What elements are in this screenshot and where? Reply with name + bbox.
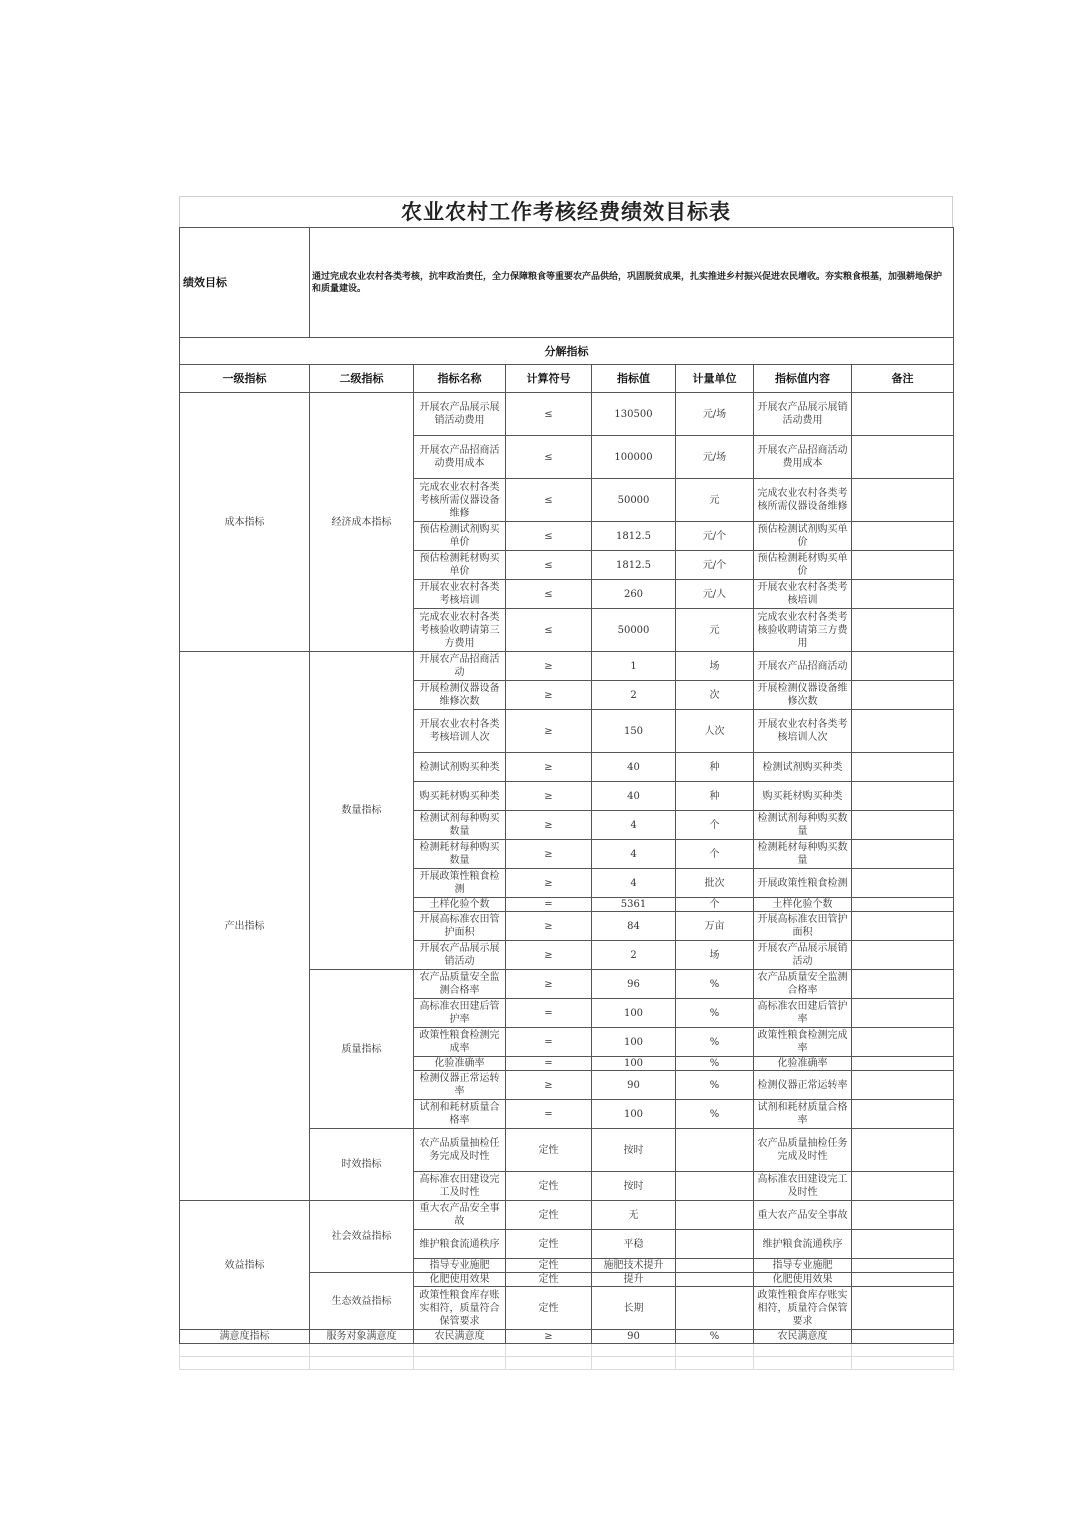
unit-cell: % — [676, 970, 754, 999]
indicator-content: 化验准确率 — [754, 1057, 852, 1071]
indicator-content: 预估检测试剂购买单价 — [754, 522, 852, 551]
indicator-name: 化肥使用效果 — [414, 1273, 506, 1287]
operator-cell: 定性 — [506, 1287, 592, 1330]
remark-cell — [852, 1172, 954, 1201]
indicator-name: 完成农业农村各类考核所需仪器设备维修 — [414, 479, 506, 522]
operator-cell: = — [506, 1057, 592, 1071]
unit-cell — [676, 1259, 754, 1273]
indicator-value: 40 — [592, 753, 676, 782]
unit-cell — [676, 1287, 754, 1330]
remark-cell — [852, 999, 954, 1028]
remark-cell — [852, 1028, 954, 1057]
indicator-value: 5361 — [592, 898, 676, 912]
unit-cell: % — [676, 1071, 754, 1100]
remark-cell — [852, 479, 954, 522]
indicator-value: 4 — [592, 869, 676, 898]
remark-cell — [852, 1287, 954, 1330]
indicator-content: 指导专业施肥 — [754, 1259, 852, 1273]
level2-indicator: 质量指标 — [310, 970, 414, 1129]
unit-cell — [676, 1172, 754, 1201]
header-level2: 二级指标 — [310, 365, 414, 393]
operator-cell: ≤ — [506, 551, 592, 580]
remark-cell — [852, 1230, 954, 1259]
indicator-value: 150 — [592, 710, 676, 753]
indicator-value: 2 — [592, 941, 676, 970]
indicator-content: 试剂和耗材质量合格率 — [754, 1100, 852, 1129]
blank-row — [180, 1344, 954, 1357]
indicator-value: 平稳 — [592, 1230, 676, 1259]
header-operator: 计算符号 — [506, 365, 592, 393]
indicator-name: 农产品质量安全监测合格率 — [414, 970, 506, 999]
remark-cell — [852, 609, 954, 652]
indicator-value: 1812.5 — [592, 522, 676, 551]
indicator-name: 化验准确率 — [414, 1057, 506, 1071]
unit-cell: 万亩 — [676, 912, 754, 941]
goal-label: 绩效目标 — [180, 228, 310, 338]
blank-cell — [310, 1344, 414, 1357]
indicator-name: 检测试剂购买种类 — [414, 753, 506, 782]
blank-cell — [506, 1344, 592, 1357]
unit-cell: % — [676, 1330, 754, 1344]
blank-cell — [852, 1357, 954, 1370]
blank-cell — [180, 1344, 310, 1357]
indicator-content: 检测试剂购买种类 — [754, 753, 852, 782]
indicator-value: 50000 — [592, 609, 676, 652]
indicator-content: 检测仪器正常运转率 — [754, 1071, 852, 1100]
operator-cell: 定性 — [506, 1259, 592, 1273]
operator-cell: ≤ — [506, 479, 592, 522]
operator-cell: ≤ — [506, 609, 592, 652]
indicator-name: 高标准农田建后管护率 — [414, 999, 506, 1028]
unit-cell: 次 — [676, 681, 754, 710]
remark-cell — [852, 522, 954, 551]
indicator-content: 政策性粮食库存账实相符，质量符合保管要求 — [754, 1287, 852, 1330]
indicator-value: 4 — [592, 840, 676, 869]
header-level1: 一级指标 — [180, 365, 310, 393]
remark-cell — [852, 1071, 954, 1100]
remark-cell — [852, 580, 954, 609]
remark-cell — [852, 912, 954, 941]
indicator-content: 化肥使用效果 — [754, 1273, 852, 1287]
indicator-content: 开展农业农村各类考核培训 — [754, 580, 852, 609]
indicator-content: 开展农业农村各类考核培训人次 — [754, 710, 852, 753]
indicator-name: 政策性粮食库存账实相符，质量符合保管要求 — [414, 1287, 506, 1330]
header-remark: 备注 — [852, 365, 954, 393]
indicator-name: 开展高标准农田管护面积 — [414, 912, 506, 941]
section-row — [180, 338, 954, 365]
indicator-table — [179, 227, 954, 1370]
unit-cell — [676, 1201, 754, 1230]
unit-cell: 元/个 — [676, 551, 754, 580]
remark-cell — [852, 1129, 954, 1172]
level2-indicator: 服务对象满意度 — [310, 1330, 414, 1344]
operator-cell: ≥ — [506, 811, 592, 840]
unit-cell: 元/场 — [676, 393, 754, 436]
unit-cell: 种 — [676, 782, 754, 811]
indicator-content: 政策性粮食检测完成率 — [754, 1028, 852, 1057]
indicator-name: 预估检测试剂购买单价 — [414, 522, 506, 551]
indicator-content: 开展政策性粮食检测 — [754, 869, 852, 898]
indicator-content: 重大农产品安全事故 — [754, 1201, 852, 1230]
indicator-name: 试剂和耗材质量合格率 — [414, 1100, 506, 1129]
operator-cell: ≤ — [506, 436, 592, 479]
indicator-content: 完成农业农村各类考核所需仪器设备维修 — [754, 479, 852, 522]
operator-cell: ≥ — [506, 941, 592, 970]
indicator-name: 高标准农田建设完工及时性 — [414, 1172, 506, 1201]
unit-cell: 元/场 — [676, 436, 754, 479]
operator-cell: 定性 — [506, 1129, 592, 1172]
indicator-name: 土样化验个数 — [414, 898, 506, 912]
level1-indicator: 满意度指标 — [180, 1330, 310, 1344]
indicator-value: 100 — [592, 999, 676, 1028]
operator-cell: = — [506, 1028, 592, 1057]
operator-cell: 定性 — [506, 1172, 592, 1201]
indicator-content: 维护粮食流通秩序 — [754, 1230, 852, 1259]
unit-cell: % — [676, 1057, 754, 1071]
remark-cell — [852, 710, 954, 753]
unit-cell: 元/个 — [676, 522, 754, 551]
level2-indicator: 数量指标 — [310, 652, 414, 970]
indicator-value: 4 — [592, 811, 676, 840]
remark-cell — [852, 436, 954, 479]
operator-cell: 定性 — [506, 1230, 592, 1259]
indicator-name: 指导专业施肥 — [414, 1259, 506, 1273]
operator-cell: ≥ — [506, 840, 592, 869]
remark-cell — [852, 1273, 954, 1287]
indicator-value: 130500 — [592, 393, 676, 436]
indicator-name: 预估检测耗材购买单价 — [414, 551, 506, 580]
blank-cell — [852, 1344, 954, 1357]
remark-cell — [852, 393, 954, 436]
indicator-content: 农产品质量安全监测合格率 — [754, 970, 852, 999]
indicator-content: 开展农产品展示展销活动费用 — [754, 393, 852, 436]
indicator-value: 50000 — [592, 479, 676, 522]
indicator-value: 按时 — [592, 1172, 676, 1201]
indicator-content: 农民满意度 — [754, 1330, 852, 1344]
indicator-name: 农产品质量抽检任务完成及时性 — [414, 1129, 506, 1172]
indicator-value: 100000 — [592, 436, 676, 479]
indicator-content: 检测试剂每种购买数量 — [754, 811, 852, 840]
remark-cell — [852, 652, 954, 681]
sheet-title: 农业农村工作考核经费绩效目标表 — [179, 196, 953, 227]
unit-cell: 元 — [676, 609, 754, 652]
operator-cell: ≤ — [506, 393, 592, 436]
remark-cell — [852, 1057, 954, 1071]
indicator-name: 检测耗材每种购买数量 — [414, 840, 506, 869]
indicator-value: 提升 — [592, 1273, 676, 1287]
indicator-name: 维护粮食流通秩序 — [414, 1230, 506, 1259]
operator-cell: ≥ — [506, 753, 592, 782]
operator-cell: ≥ — [506, 970, 592, 999]
goal-text: 通过完成农业农村各类考核，抗牢政治责任，全力保障粮食等重要农产品供给，巩固脱贫成果，扎实推进乡村振兴促进农民增收。夯实粮食根基，加强耕地保护和质量建设。 — [310, 228, 954, 338]
remark-cell — [852, 1330, 954, 1344]
operator-cell: ≥ — [506, 681, 592, 710]
table-row — [180, 1201, 954, 1230]
indicator-content: 检测耗材每种购买数量 — [754, 840, 852, 869]
remark-cell — [852, 753, 954, 782]
blank-cell — [310, 1357, 414, 1370]
indicator-name: 检测试剂每种购买数量 — [414, 811, 506, 840]
blank-cell — [676, 1357, 754, 1370]
goal-row — [180, 228, 954, 338]
indicator-name: 开展农产品展示展销活动费用 — [414, 393, 506, 436]
table-row — [180, 393, 954, 436]
unit-cell — [676, 1129, 754, 1172]
indicator-name: 重大农产品安全事故 — [414, 1201, 506, 1230]
header-indicator-name: 指标名称 — [414, 365, 506, 393]
indicator-name: 开展农产品展示展销活动 — [414, 941, 506, 970]
indicator-value: 260 — [592, 580, 676, 609]
indicator-value: 无 — [592, 1201, 676, 1230]
indicator-value: 96 — [592, 970, 676, 999]
indicator-content: 开展农产品招商活动费用成本 — [754, 436, 852, 479]
operator-cell: ≥ — [506, 1330, 592, 1344]
section-label: 分解指标 — [180, 338, 954, 365]
indicator-value: 2 — [592, 681, 676, 710]
operator-cell: 定性 — [506, 1273, 592, 1287]
level1-indicator: 成本指标 — [180, 393, 310, 652]
indicator-content: 购买耗材购买种类 — [754, 782, 852, 811]
performance-sheet — [179, 196, 953, 1370]
indicator-content: 开展检测仪器设备维修次数 — [754, 681, 852, 710]
indicator-value: 90 — [592, 1071, 676, 1100]
indicator-name: 开展农产品招商活动费用成本 — [414, 436, 506, 479]
unit-cell — [676, 1230, 754, 1259]
remark-cell — [852, 811, 954, 840]
blank-cell — [754, 1357, 852, 1370]
indicator-content: 农产品质量抽检任务完成及时性 — [754, 1129, 852, 1172]
indicator-name: 政策性粮食检测完成率 — [414, 1028, 506, 1057]
indicator-content: 高标准农田建设完工及时性 — [754, 1172, 852, 1201]
level2-indicator: 时效指标 — [310, 1129, 414, 1201]
unit-cell: 人次 — [676, 710, 754, 753]
blank-cell — [414, 1344, 506, 1357]
header-unit: 计量单位 — [676, 365, 754, 393]
blank-cell — [180, 1357, 310, 1370]
indicator-content: 开展农产品招商活动 — [754, 652, 852, 681]
indicator-value: 84 — [592, 912, 676, 941]
operator-cell: = — [506, 898, 592, 912]
indicator-value: 90 — [592, 1330, 676, 1344]
blank-cell — [754, 1344, 852, 1357]
operator-cell: ≥ — [506, 869, 592, 898]
remark-cell — [852, 1100, 954, 1129]
remark-cell — [852, 782, 954, 811]
level1-indicator: 产出指标 — [180, 652, 310, 1201]
indicator-content: 预估检测耗材购买单价 — [754, 551, 852, 580]
indicator-name: 检测仪器正常运转率 — [414, 1071, 506, 1100]
indicator-value: 100 — [592, 1028, 676, 1057]
indicator-name: 开展检测仪器设备维修次数 — [414, 681, 506, 710]
remark-cell — [852, 869, 954, 898]
remark-cell — [852, 1201, 954, 1230]
indicator-value: 长期 — [592, 1287, 676, 1330]
indicator-value: 1812.5 — [592, 551, 676, 580]
operator-cell: ≥ — [506, 710, 592, 753]
table-row — [180, 652, 954, 681]
operator-cell: = — [506, 999, 592, 1028]
indicator-name: 开展农产品招商活动 — [414, 652, 506, 681]
indicator-content: 高标准农田建后管护率 — [754, 999, 852, 1028]
indicator-value: 40 — [592, 782, 676, 811]
level2-indicator: 经济成本指标 — [310, 393, 414, 652]
unit-cell: 元/人 — [676, 580, 754, 609]
indicator-value: 100 — [592, 1100, 676, 1129]
operator-cell: ≥ — [506, 782, 592, 811]
indicator-value: 施肥技术提升 — [592, 1259, 676, 1273]
header-value: 指标值 — [592, 365, 676, 393]
operator-cell: ≥ — [506, 1071, 592, 1100]
unit-cell: 批次 — [676, 869, 754, 898]
unit-cell: % — [676, 1028, 754, 1057]
blank-cell — [592, 1357, 676, 1370]
unit-cell: 元 — [676, 479, 754, 522]
header-row — [180, 365, 954, 393]
indicator-content: 开展高标准农田管护面积 — [754, 912, 852, 941]
operator-cell: ≥ — [506, 652, 592, 681]
operator-cell: = — [506, 1100, 592, 1129]
blank-cell — [506, 1357, 592, 1370]
operator-cell: ≤ — [506, 522, 592, 551]
header-content: 指标值内容 — [754, 365, 852, 393]
unit-cell: 个 — [676, 811, 754, 840]
remark-cell — [852, 970, 954, 999]
unit-cell — [676, 1273, 754, 1287]
indicator-name: 开展农业农村各类考核培训人次 — [414, 710, 506, 753]
blank-cell — [676, 1344, 754, 1357]
unit-cell: 个 — [676, 840, 754, 869]
level2-indicator: 社会效益指标 — [310, 1201, 414, 1273]
unit-cell: 场 — [676, 652, 754, 681]
blank-cell — [414, 1357, 506, 1370]
unit-cell: 种 — [676, 753, 754, 782]
operator-cell: ≤ — [506, 580, 592, 609]
remark-cell — [852, 551, 954, 580]
remark-cell — [852, 681, 954, 710]
unit-cell: % — [676, 1100, 754, 1129]
indicator-value: 100 — [592, 1057, 676, 1071]
unit-cell: 场 — [676, 941, 754, 970]
unit-cell: % — [676, 999, 754, 1028]
operator-cell: ≥ — [506, 912, 592, 941]
indicator-name: 完成农业农村各类考核验收聘请第三方费用 — [414, 609, 506, 652]
indicator-name: 开展农业农村各类考核培训 — [414, 580, 506, 609]
indicator-name: 开展政策性粮食检测 — [414, 869, 506, 898]
blank-cell — [592, 1344, 676, 1357]
remark-cell — [852, 1259, 954, 1273]
operator-cell: 定性 — [506, 1201, 592, 1230]
table-row — [180, 1330, 954, 1344]
level1-indicator: 效益指标 — [180, 1201, 310, 1330]
remark-cell — [852, 898, 954, 912]
indicator-name: 农民满意度 — [414, 1330, 506, 1344]
indicator-value: 1 — [592, 652, 676, 681]
indicator-content: 完成农业农村各类考核验收聘请第三方费用 — [754, 609, 852, 652]
unit-cell: 个 — [676, 898, 754, 912]
indicator-name: 购买耗材购买种类 — [414, 782, 506, 811]
indicator-content: 开展农产品展示展销活动 — [754, 941, 852, 970]
blank-row — [180, 1357, 954, 1370]
remark-cell — [852, 941, 954, 970]
remark-cell — [852, 840, 954, 869]
level2-indicator: 生态效益指标 — [310, 1273, 414, 1330]
indicator-content: 土样化验个数 — [754, 898, 852, 912]
indicator-value: 按时 — [592, 1129, 676, 1172]
